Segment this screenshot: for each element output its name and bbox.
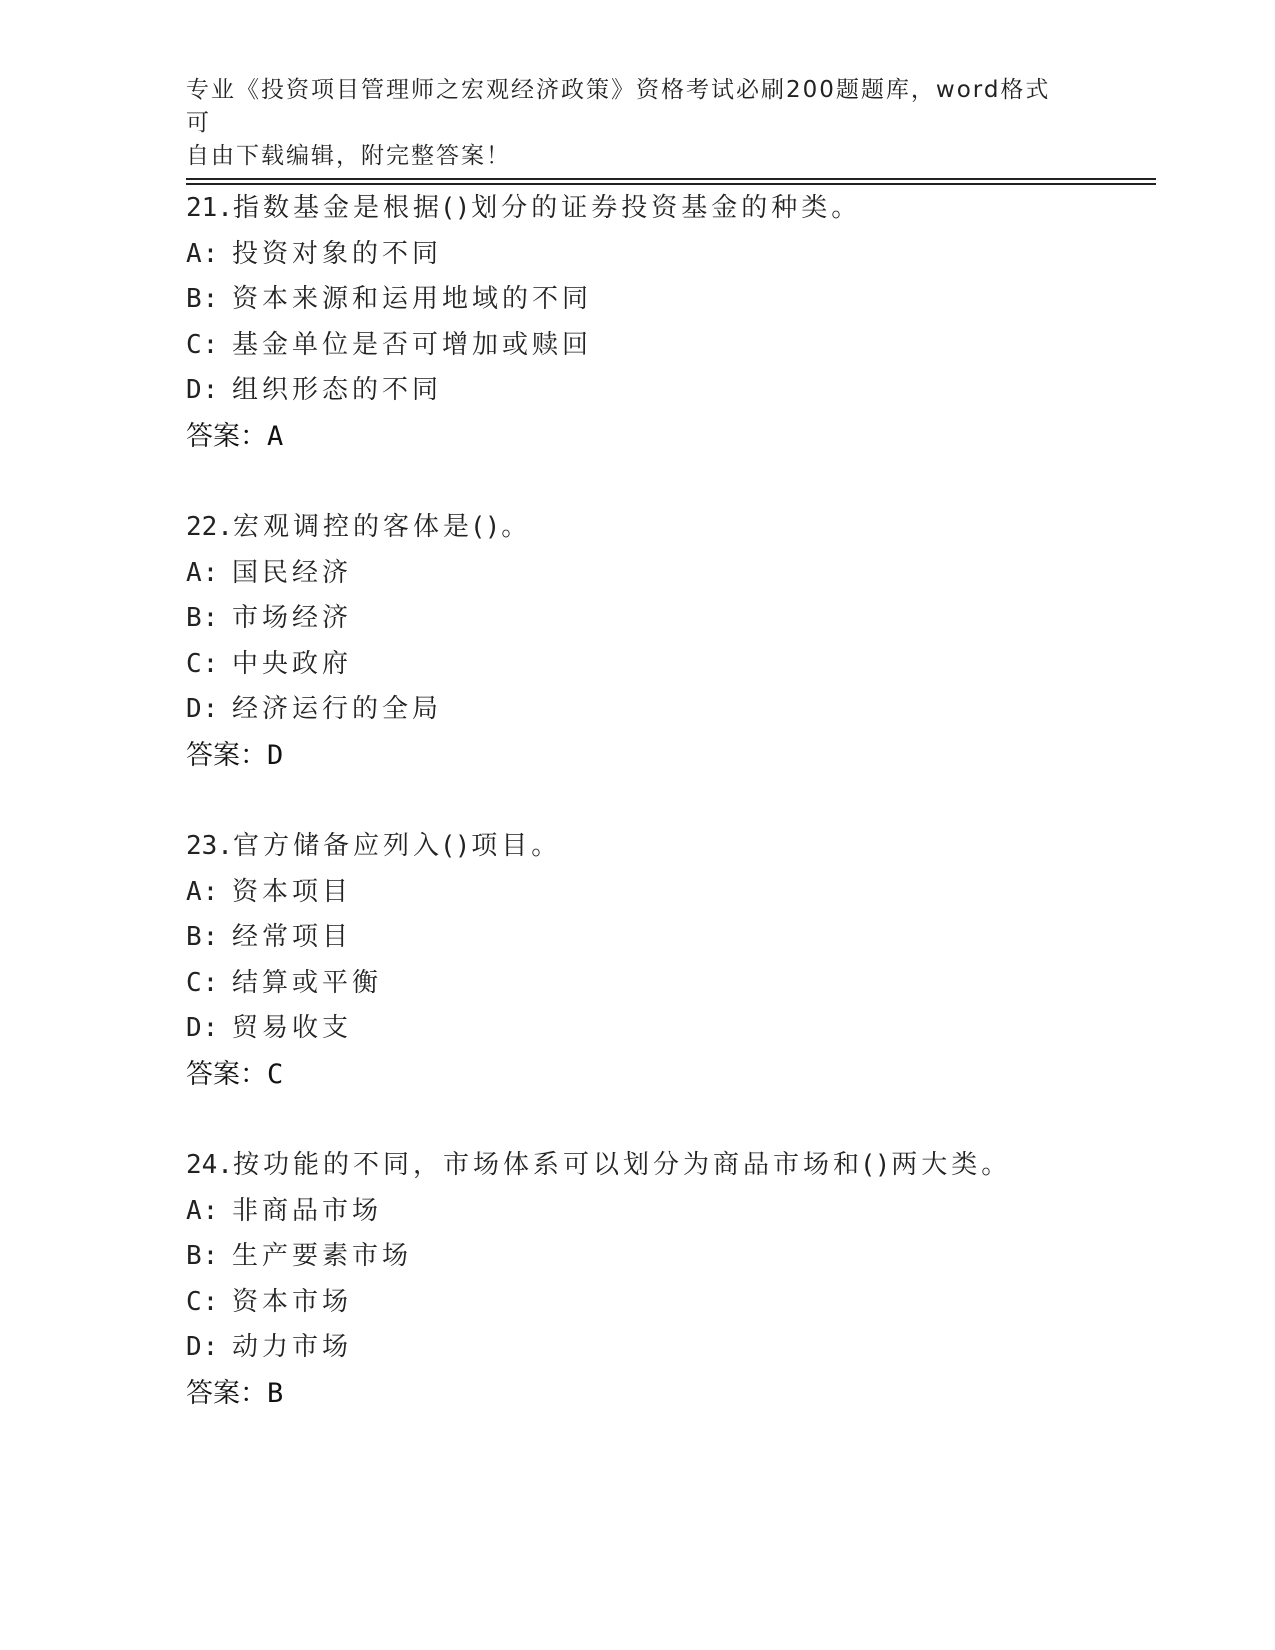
option-key: C: bbox=[186, 329, 220, 360]
header-divider-top bbox=[186, 178, 1156, 180]
option-c bbox=[186, 1280, 1166, 1326]
option-c bbox=[186, 323, 1166, 369]
answer-value: C bbox=[267, 1058, 284, 1090]
option-key: D: bbox=[186, 1332, 220, 1362]
option-key: C: bbox=[186, 967, 220, 998]
option-d bbox=[186, 1006, 1166, 1052]
question-stem bbox=[186, 1143, 1166, 1189]
question-block bbox=[186, 186, 1166, 460]
question-number: 21. bbox=[186, 193, 233, 223]
answer-line bbox=[186, 1371, 1166, 1417]
option-text: 结算或平衡 bbox=[232, 967, 383, 998]
option-a bbox=[186, 232, 1166, 278]
option-key: A: bbox=[186, 238, 220, 269]
option-text: 组织形态的不同 bbox=[232, 375, 443, 405]
option-a bbox=[186, 870, 1166, 916]
answer-value: D bbox=[267, 739, 284, 771]
option-key: A: bbox=[186, 557, 220, 588]
answer-label: 答案： bbox=[186, 420, 267, 452]
option-text: 资本来源和运用地域的不同 bbox=[232, 284, 593, 314]
option-key: D: bbox=[186, 694, 220, 724]
option-text: 资本市场 bbox=[232, 1286, 353, 1317]
option-a bbox=[186, 551, 1166, 597]
question-stem bbox=[186, 505, 1166, 551]
option-key: D: bbox=[186, 375, 220, 405]
header-line-1: 专业《投资项目管理师之宏观经济政策》资格考试必刷200题题库，word格式可 bbox=[186, 77, 1051, 136]
question-text: 按功能的不同，市场体系可以划分为商品市场和()两大类。 bbox=[232, 1150, 1012, 1180]
option-text: 资本项目 bbox=[232, 876, 353, 907]
option-d bbox=[186, 1325, 1166, 1371]
answer-line bbox=[186, 1052, 1166, 1098]
option-c bbox=[186, 961, 1166, 1007]
option-text: 国民经济 bbox=[232, 557, 353, 588]
answer-value: B bbox=[267, 1377, 284, 1409]
question-number: 23. bbox=[186, 831, 233, 861]
option-key: C: bbox=[186, 1286, 220, 1317]
question-number: 22. bbox=[186, 512, 233, 542]
option-text: 中央政府 bbox=[232, 648, 353, 679]
option-key: B: bbox=[186, 1241, 220, 1271]
question-block bbox=[186, 824, 1166, 1098]
document-header bbox=[186, 74, 1066, 173]
option-text: 生产要素市场 bbox=[232, 1241, 413, 1271]
option-key: A: bbox=[186, 876, 220, 907]
option-text: 非商品市场 bbox=[232, 1195, 383, 1226]
header-divider-bottom bbox=[186, 183, 1156, 185]
answer-label: 答案： bbox=[186, 739, 267, 771]
option-b bbox=[186, 596, 1166, 642]
option-key: C: bbox=[186, 648, 220, 679]
question-number: 24. bbox=[186, 1150, 233, 1180]
option-key: B: bbox=[186, 922, 220, 952]
question-stem bbox=[186, 824, 1166, 870]
option-text: 贸易收支 bbox=[232, 1013, 353, 1043]
option-b bbox=[186, 1234, 1166, 1280]
option-text: 市场经济 bbox=[232, 603, 353, 633]
question-text: 宏观调控的客体是()。 bbox=[232, 512, 532, 542]
question-block bbox=[186, 1143, 1166, 1417]
option-text: 经济运行的全局 bbox=[232, 694, 443, 724]
answer-value: A bbox=[267, 420, 284, 452]
option-key: B: bbox=[186, 603, 220, 633]
option-d bbox=[186, 687, 1166, 733]
question-block bbox=[186, 505, 1166, 779]
question-text: 指数基金是根据()划分的证券投资基金的种类。 bbox=[232, 193, 862, 223]
option-d bbox=[186, 368, 1166, 414]
option-c bbox=[186, 642, 1166, 688]
question-stem bbox=[186, 186, 1166, 232]
question-text: 官方储备应列入()项目。 bbox=[232, 831, 562, 861]
option-key: B: bbox=[186, 284, 220, 314]
answer-label: 答案： bbox=[186, 1377, 267, 1409]
option-text: 经常项目 bbox=[232, 922, 353, 952]
answer-label: 答案： bbox=[186, 1058, 267, 1090]
option-a bbox=[186, 1189, 1166, 1235]
option-text: 投资对象的不同 bbox=[232, 238, 443, 269]
option-b bbox=[186, 915, 1166, 961]
answer-line bbox=[186, 414, 1166, 460]
option-text: 基金单位是否可增加或赎回 bbox=[232, 329, 593, 360]
option-text: 动力市场 bbox=[232, 1332, 353, 1362]
answer-line bbox=[186, 733, 1166, 779]
header-line-2: 自由下载编辑，附完整答案！ bbox=[186, 143, 511, 169]
option-key: A: bbox=[186, 1195, 220, 1226]
option-key: D: bbox=[186, 1013, 220, 1043]
option-b bbox=[186, 277, 1166, 323]
